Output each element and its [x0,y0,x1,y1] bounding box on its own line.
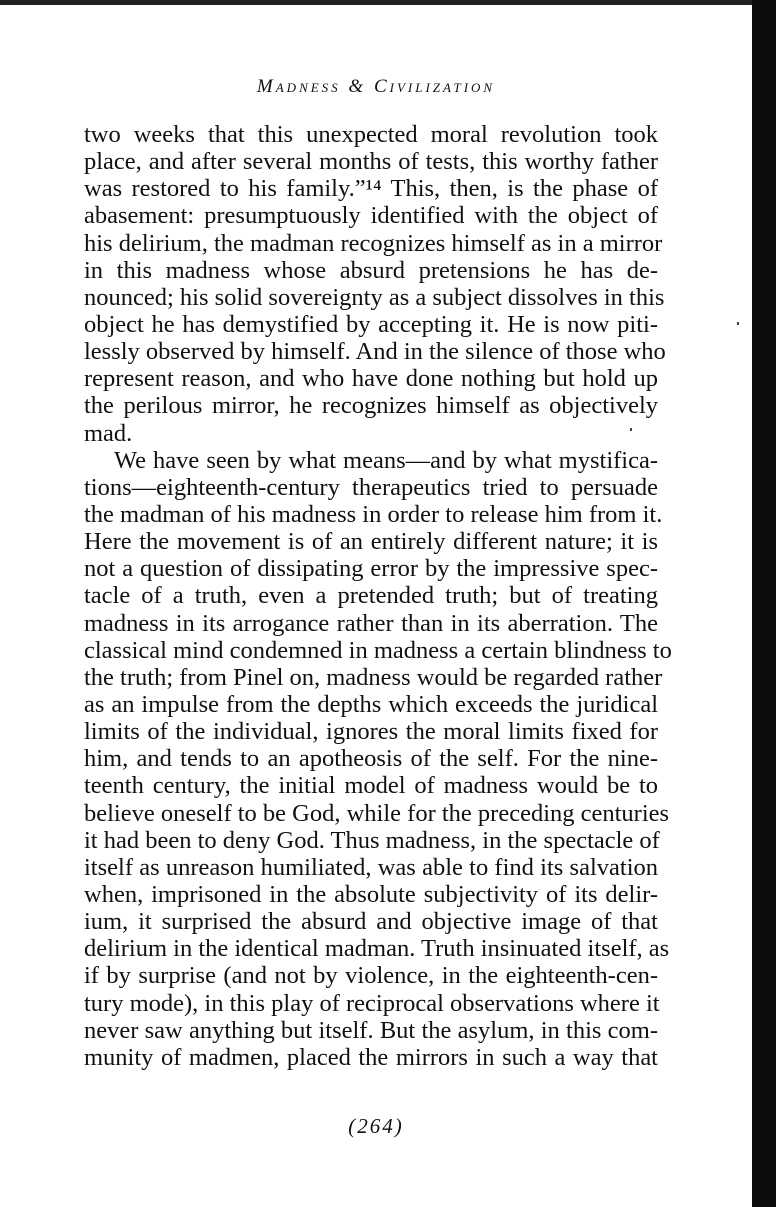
scan-speck [737,322,739,325]
text-line: classical mind condemned in madness a certain blindness to [84,636,672,664]
text-line: mad. [84,419,133,447]
scan-speck [630,428,632,431]
text-line: tury mode), in this play of reciprocal observations where it [84,989,660,1017]
text-line: lessly observed by himself. And in the silence of those who [84,338,666,366]
text-line: not a question of dissipating error by the impressive spec- [84,555,658,583]
text-line: Here the movement is of an entirely different nature; it is [84,528,658,556]
text-line: nounced; his solid sovereignty as a subject dissolves in this [84,283,665,311]
text-line: limits of the individual, ignores the moral limits fixed for [84,718,658,746]
text-line: the perilous mirror, he recognizes himself as objectively [84,392,658,420]
scan-right-edge [752,0,776,1207]
scan-top-edge [0,0,776,5]
text-line: was restored to his family.”¹⁴ This, then, is the phase of [84,175,658,203]
text-line: object he has demystified by accepting it. He is now piti- [84,310,658,338]
text-line: two weeks that this unexpected moral revolution took [84,121,658,148]
text-line: him, and tends to an apotheosis of the self. For the nine- [84,745,658,773]
text-line: believe oneself to be God, while for the preceding centuries [84,799,670,827]
text-line: his delirium, the madman recognizes himself as in a mirror [84,229,663,257]
body-text [84,121,672,1071]
page-number: (264) [348,1114,404,1138]
text-line: abasement: presumptuously identified with the object of [84,202,658,230]
text-line: the truth; from Pinel on, madness would be regarded rather [84,663,663,691]
text-line: in this madness whose absurd pretensions he has de- [84,256,658,284]
text-line: tacle of a truth, even a pretended truth; but of treating [84,582,658,610]
text-line: it had been to deny God. Thus madness, in the spectacle of [84,826,660,854]
text-line: ium, it surprised the absurd and objective image of that [84,908,658,936]
text-line: when, imprisoned in the absolute subjectivity of its delir- [84,880,658,908]
text-line: the madman of his madness in order to release him from it. [84,500,663,528]
text-line: We have seen by what means—and by what mystifica- [114,446,658,474]
text-line: if by surprise (and not by violence, in the eighteenth-cen- [84,962,658,990]
text-line: munity of madmen, placed the mirrors in such a way that [84,1043,658,1071]
text-line: never saw anything but itself. But the asylum, in this com- [84,1016,658,1044]
text-line: teenth century, the initial model of madness would be to [84,772,658,800]
text-line: represent reason, and who have done nothing but hold up [84,365,658,393]
text-line: madness in its arrogance rather than in its aberration. The [84,609,658,637]
running-head: Madness & Civilization [256,76,496,97]
text-line: tions—eighteenth-century therapeutics tried to persuade [84,473,658,501]
text-line: as an impulse from the depths which exceeds the juridical [84,690,658,718]
text-line: delirium in the identical madman. Truth insinuated itself, as [84,935,670,963]
text-line: itself as unreason humiliated, was able to find its salvation [84,853,658,881]
text-line: place, and after several months of tests, this worthy father [84,148,658,176]
